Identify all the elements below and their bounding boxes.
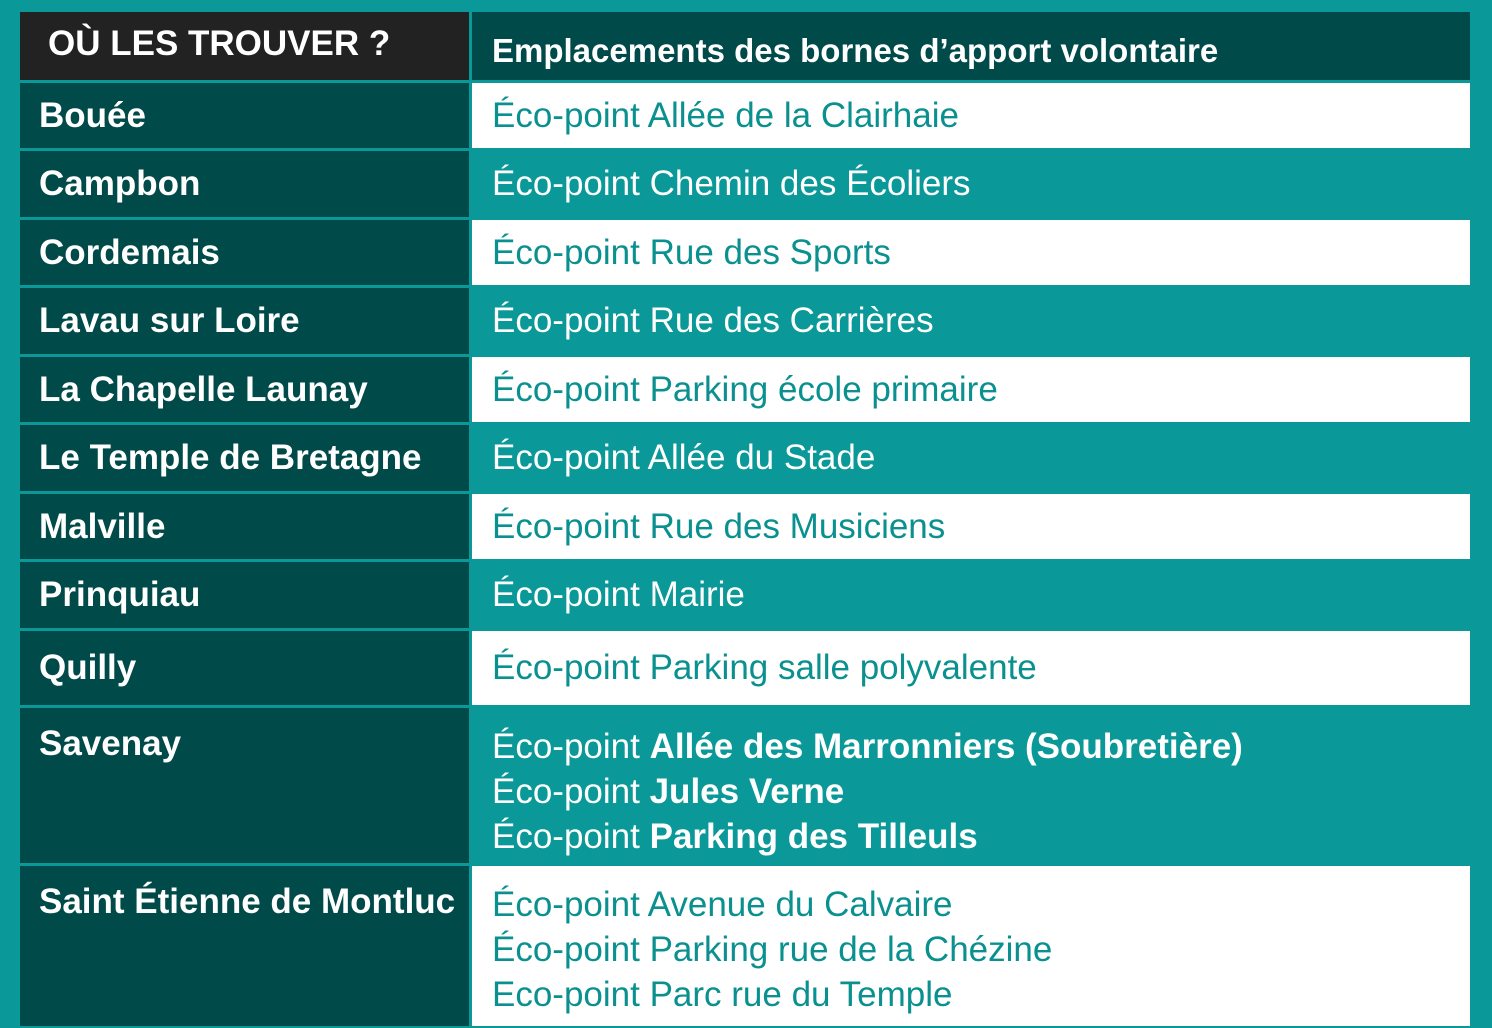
town-name: Campbon <box>20 151 472 217</box>
eco-point-place: Parking des Tilleuls <box>649 817 978 856</box>
town-name: Lavau sur Loire <box>20 288 472 354</box>
eco-point-line <box>492 769 1243 814</box>
eco-point-line: Éco-point Parking rue de la Chézine <box>492 930 1053 969</box>
town-name: Quilly <box>20 631 472 705</box>
eco-point-location: Éco-point Allée de la Clairhaie <box>472 83 1470 148</box>
town-name: Saint Étienne de Montluc <box>20 866 472 1026</box>
eco-point-line <box>492 724 1243 769</box>
header-where-label: OÙ LES TROUVER ? <box>20 12 472 80</box>
town-name: Le Temple de Bretagne <box>20 425 472 491</box>
table-row <box>20 357 1470 425</box>
table-row <box>20 151 1470 220</box>
eco-point-line <box>492 814 1243 859</box>
table-header-row <box>20 12 1470 83</box>
town-name: Savenay <box>20 708 472 863</box>
eco-point-prefix: Éco-point <box>492 727 650 766</box>
table-row <box>20 220 1470 288</box>
town-name: Malville <box>20 494 472 559</box>
town-name: Prinquiau <box>20 562 472 628</box>
header-locations-label: Emplacements des bornes d’apport volontaire <box>472 12 1470 80</box>
eco-point-prefix: Éco-point <box>492 772 650 811</box>
table-row <box>20 83 1470 151</box>
table-row <box>20 425 1470 494</box>
eco-point-location: Éco-point Rue des Sports <box>472 220 1470 285</box>
eco-point-list <box>492 724 1243 859</box>
eco-points-table <box>20 12 1470 1026</box>
town-name: Cordemais <box>20 220 472 285</box>
eco-point-line: Éco-point Avenue du Calvaire <box>492 885 953 924</box>
eco-point-place: Jules Verne <box>649 772 845 811</box>
table-row <box>20 562 1470 631</box>
town-name: La Chapelle Launay <box>20 357 472 422</box>
table-row-savenay <box>20 708 1470 866</box>
eco-point-location: Éco-point Allée du Stade <box>472 425 1470 491</box>
eco-point-prefix: Éco-point <box>492 817 650 856</box>
table-row <box>20 288 1470 357</box>
eco-point-location: Éco-point Rue des Carrières <box>472 288 1470 354</box>
table-row-saint-etienne <box>20 866 1470 1026</box>
town-name: Bouée <box>20 83 472 148</box>
eco-point-line: Eco-point Parc rue du Temple <box>492 975 953 1014</box>
table-row <box>20 631 1470 708</box>
eco-point-place: Allée des Marronniers (Soubretière) <box>649 727 1243 766</box>
eco-point-location: Éco-point Mairie <box>472 562 1470 628</box>
eco-point-location: Éco-point Chemin des Écoliers <box>472 151 1470 217</box>
eco-point-location: Éco-point Parking école primaire <box>472 357 1470 422</box>
table-row <box>20 494 1470 562</box>
eco-point-list <box>492 882 1052 1017</box>
eco-point-locations <box>472 866 1470 1026</box>
eco-point-location: Éco-point Parking salle polyvalente <box>472 631 1470 705</box>
eco-point-locations <box>472 708 1470 863</box>
eco-point-location: Éco-point Rue des Musiciens <box>472 494 1470 559</box>
